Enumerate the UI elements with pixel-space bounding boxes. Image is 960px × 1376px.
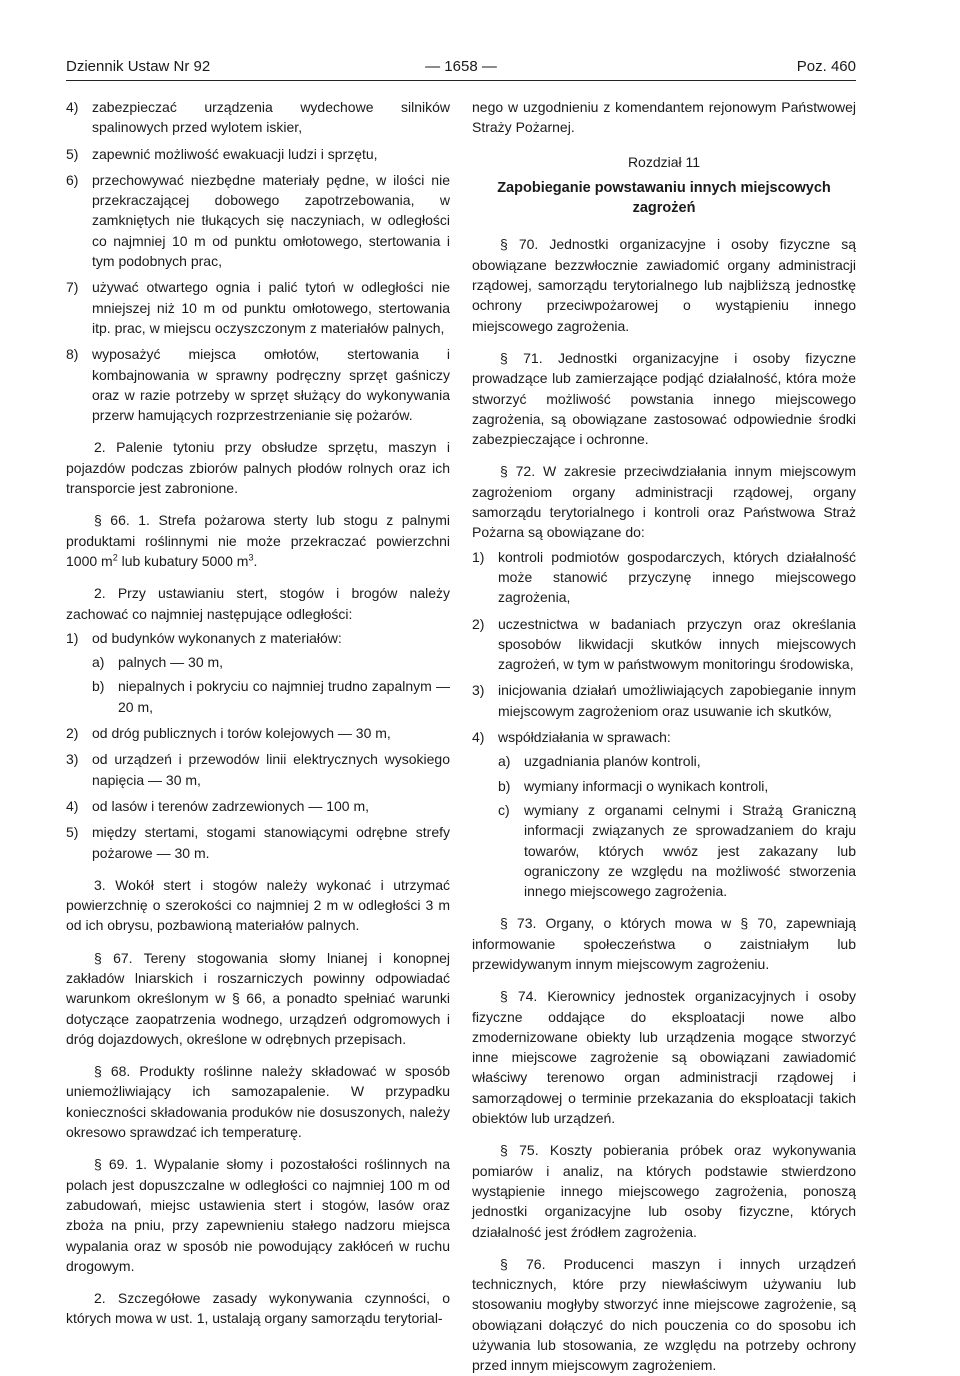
position-number: Poz. 460 — [796, 58, 856, 75]
paragraph-68: § 68. Produkty roślinne należy składować w sposób uniemożliwiający ich samozapalenie. W przypadku konieczności składowania produków nie dosuszonych, należy okresowo sprawdzać ich temperaturę. — [66, 1063, 450, 1141]
page-number: — 1658 — — [425, 58, 497, 75]
list-item: 5) zapewnić możliwość ewakuacji ludzi i sprzętu, — [66, 145, 378, 162]
chapter-subject: Zapobieganie powstawaniu innych miejscowych zagrożeń — [497, 179, 831, 217]
list-item: 4) od lasów i terenów zadrzewionych — 100 m, — [66, 797, 370, 814]
list-item: 6) przechowywać niezbędne materiały pędne, w ilości nie przekraczającej dobowego zapotrzebowania, w zamkniętych nie tłukących się naczyniach, w odległości co najmniej 10 m od punktu omłotowego, stertowania i tym podobnych prac, — [66, 171, 450, 270]
page-header — [66, 58, 856, 81]
paragraph-76: § 76. Producenci maszyn i innych urządzeń technicznych, które przy niewłaściwym używaniu lub stosowaniu mogłyby stworzyć inne miejscowe zagrożenie, są obowiązani dołączyć do nich pouczenia co do sposobu ich używania lub stosowania, ze względu na potrzeby ochrony przed innym miejscowym zagrożeniem. — [472, 1255, 856, 1374]
paragraph: 2. Palenie tytoniu przy obsłudze sprzętu, maszyn i pojazdów podczas zbiorów palnych płodów rolnych oraz ich transporcie jest zabronione. — [66, 439, 450, 497]
sub-list-item: a) palnych — 30 m, — [92, 654, 224, 671]
paragraph-75: § 75. Koszty pobierania próbek oraz wykonywania pomiarów i analiz, na których podstawie stwierdzono wystąpienie innego miejscowego zagrożenia, ponoszą jednostki organizacyjne lub osoby fizyczne, których działalność jest źródłem zagrożenia. — [472, 1142, 856, 1240]
paragraph-67: § 67. Tereny stogowania słomy lnianej i konopnej zakładów lniarskich i roszarniczych powinny odpowiadać warunkom określonym w § 66, a ponadto spełniać warunki dotyczące zaopatrzenia wodnego, urządzeń odgromowych i dróg dojazdowych, określone w odrębnych przepisach. — [66, 949, 450, 1047]
paragraph-71: § 71. Jednostki organizacyjne i osoby fizyczne prowadzące lub zamierzające podjąć działalność, która może stworzyć możliwość powstania innego miejscowego zagrożenia, są obowiązane zastosować odpowiednie środki zabezpieczające i ochronne. — [472, 349, 856, 448]
sub-list-item: b) wymiany informacji o wynikach kontroli, — [498, 777, 769, 794]
paragraph-66-1: § 66. 1. Strefa pożarowa sterty lub stogu z palnymi produktami roślinnymi nie może przekraczać powierzchni 1000 $m^2$ lub kubatury 5000 $m^3$. — [66, 512, 450, 569]
list-item: 3) inicjowania działań umożliwiających zapobieganie innym miejscowym zagrożeniom oraz usuwanie ich skutków, — [472, 682, 856, 719]
list-item: 7) używać otwartego ognia i palić tytoń w odległości nie mniejszej niż 10 m od punktu omłotowego, stertowania itp. prac, w miejscu oczyszczonym z materiałów palnych, — [66, 279, 450, 336]
chapter-title: Rozdział 11 — [627, 153, 701, 170]
paragraph-69-1: § 69. 1. Wypalanie słomy i pozostałości roślinnych na polach jest dopuszczalne w odległości co najmniej 100 m od zabudowań, miejsc ustawienia stert i stogów, lasów oraz zboża na pniu, przy zapewnieniu stałego nadzoru miejsca wypalania oraz w sposób nie powodujący zakłóceń w ruchu drogowym. — [66, 1156, 450, 1274]
list-item: 1) kontroli podmiotów gospodarczych, których działalność może stanowić przyczynę innego miejscowego zagrożenia, — [472, 548, 856, 606]
list-item: 5) między stertami, stogami stanowiącymi odrębne strefy pożarowe — 30 m. — [66, 824, 450, 861]
sub-list-item: a) uzgadniania planów kontroli, — [498, 753, 701, 770]
list-item: 2) od dróg publicznych i torów kolejowych — 30 m, — [66, 725, 391, 742]
paragraph-73: § 73. Organy, o których mowa w § 70, zapewniają informowanie społeczeństwa o zaistniałym lub przewidywanym innym miejscowym zagrożeniu. — [472, 915, 856, 972]
list-item: 4) zabezpieczać urządzenia wydechowe silników spalinowych przed wylotem iskier, — [66, 99, 450, 136]
left-column — [66, 97, 450, 1329]
paragraph-69-2: 2. Szczegółowe zasady wykonywania czynności, o których mowa w ust. 1, ustalają organy samorządu terytorial- — [66, 1290, 450, 1327]
sub-list-item: b) niepalnych i pokryciu co najmniej trudno zapalnym — 20 m, — [92, 678, 450, 715]
paragraph-74: § 74. Kierownicy jednostek organizacyjnych i osoby fizyczne oddające do eksploatacji nowe albo zmodernizowane obiekty lub urządzenia mogące stworzyć inne miejscowe zagrożenie są obowiązani zawiadomić właściwy terenowo organ administracji rządowej i samorządowej o terminie przekazania do eksploatacji takich obiektów lub urządzeń. — [472, 988, 856, 1127]
paragraph-72: § 72. W zakresie przeciwdziałania innym miejscowym zagrożeniom organy administracji rządowej, organy samorządu terytorialnego i kontroli oraz Państwowa Straż Pożarna są obowiązane do: — [472, 463, 856, 541]
paragraph-continuation: nego w uzgodnieniu z komendantem rejonowym Państwowej Straży Pożarnej. — [472, 99, 856, 136]
list-item: 4) współdziałania w sprawach: — [472, 729, 671, 746]
right-column — [472, 97, 856, 1376]
journal-title: Dziennik Ustaw Nr 92 — [66, 58, 211, 75]
list-item: 1) od budynków wykonanych z materiałów: — [66, 629, 342, 646]
paragraph-70: § 70. Jednostki organizacyjne i osoby fizyczne są obowiązane bezzwłocznie zawiadomić organy administracji rządowej, samorządu terytorialnego lub najbliższą jednostkę ochrony przeciwpożarowej o wystąpieniu innego miejscowego zagrożenia. — [472, 236, 856, 334]
list-item: 8) wyposażyć miejsca omłotów, stertowania i kombajnowania w sprawny podręczny sprzęt gaśniczy oraz w razie potrzeby w sprzęt służący do wykonywania przerw hamujących rozprzestrzenianie się pożarów. — [66, 346, 450, 424]
paragraph: 2. Przy ustawianiu stert, stogów i brogów należy zachować co najmniej następujące odległości: — [66, 585, 450, 622]
sub-list-item: c) wymiany z organami celnymi i Strażą Graniczną informacji związanych ze sprowadzaniem do kraju towarów, których wwóz jest zakazany lub ograniczony ze względu na możliwość stworzenia innego miejscowego zagrożenia. — [498, 801, 856, 900]
list-item: 3) od urządzeń i przewodów linii elektrycznych wysokiego napięcia — 30 m, — [66, 751, 450, 788]
paragraph: 3. Wokół stert i stogów należy wykonać i utrzymać powierzchnię o szerokości co najmniej 2 m w odległości 3 m od ich obrysu, pozbawioną materiałów palnych. — [66, 876, 450, 934]
list-item: 2) uczestnictwa w badaniach przyczyn oraz określania sposobów likwidacji skutków innych miejscowych zagrożeń, w tym w państwowym monitoringu środowiska, — [472, 615, 856, 673]
